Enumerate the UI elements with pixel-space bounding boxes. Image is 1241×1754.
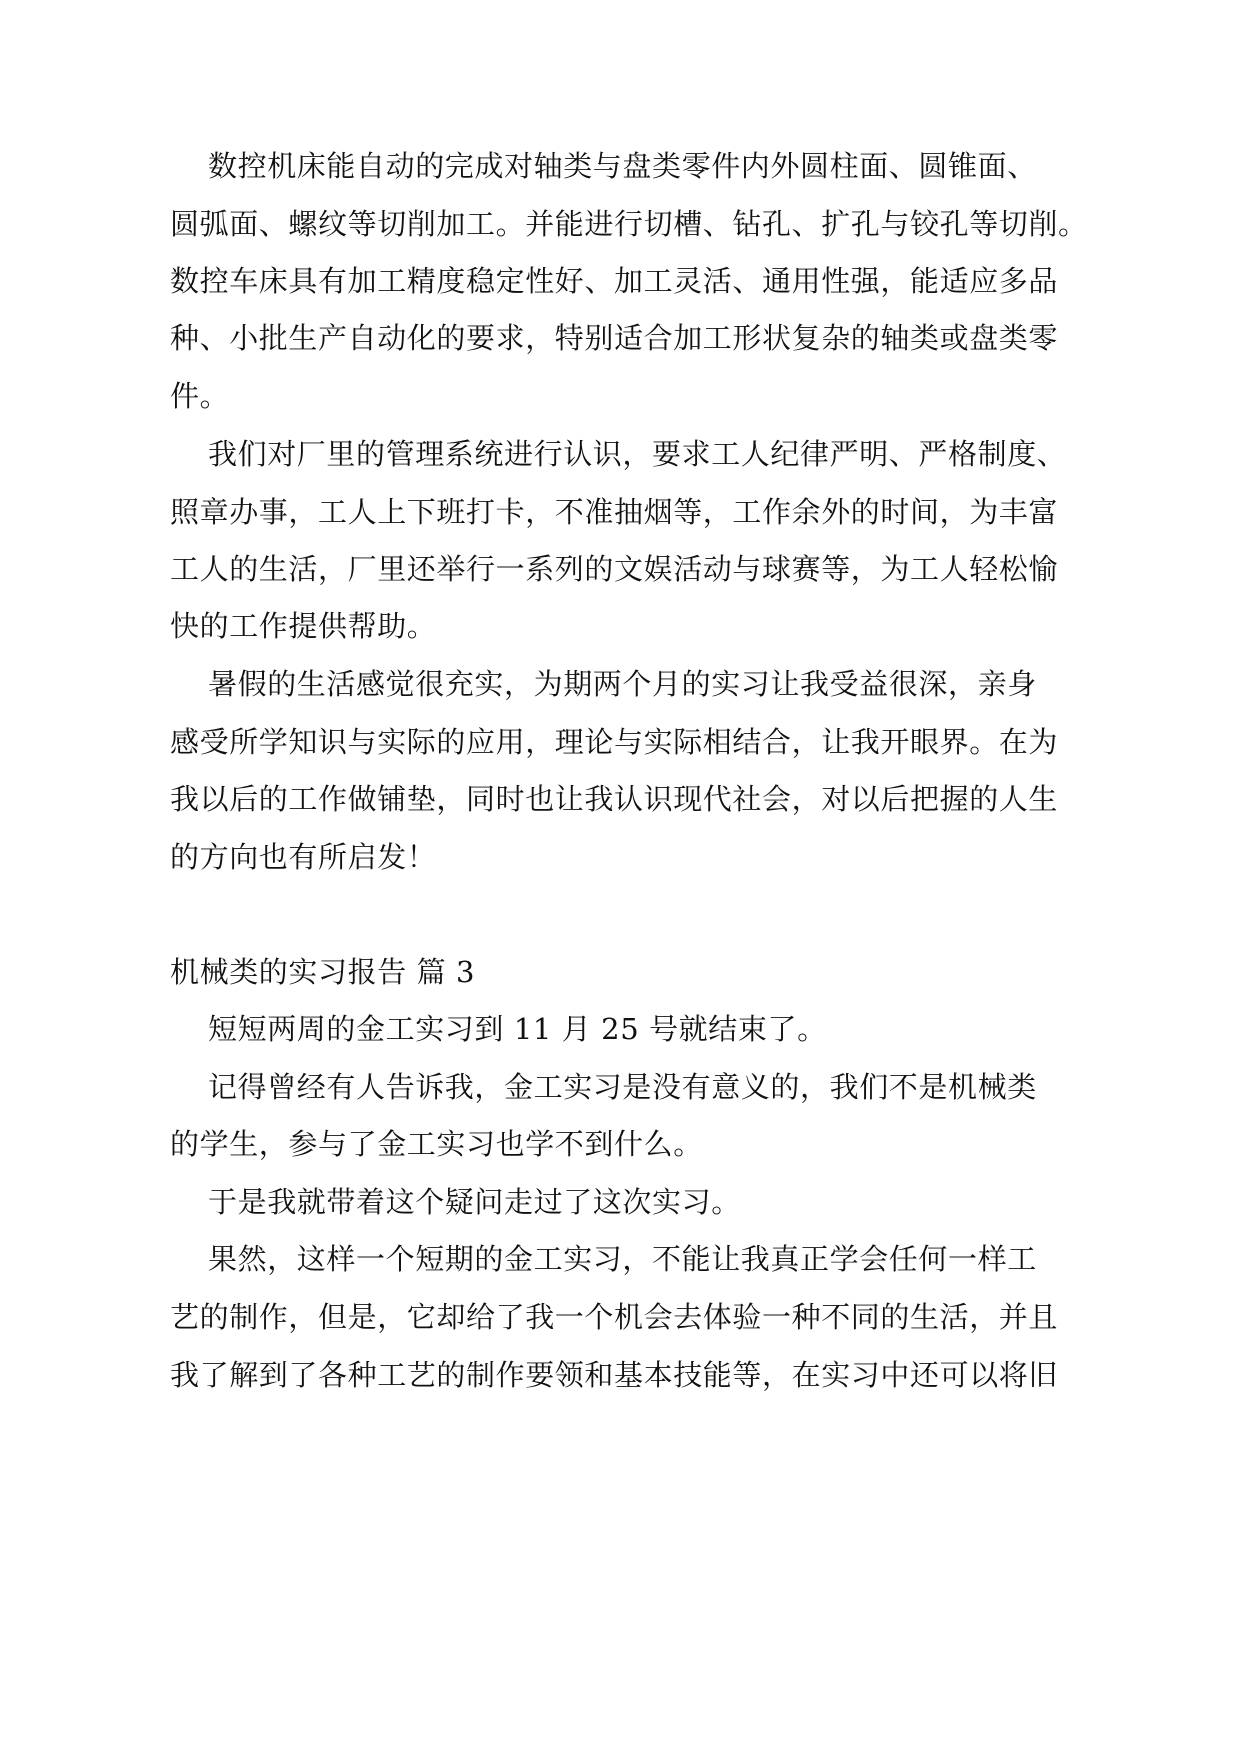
text-line: 的方向也有所启发！ [170,840,437,874]
text-line: 件。 [170,379,230,413]
text-line: 短短两周的金工实习到 11 月 25 号就结束了。 [208,1012,827,1046]
text-line: 感受所学知识与实际的应用，理论与实际相结合，让我开眼界。在为 [170,725,1059,759]
text-line: 数控机床能自动的完成对轴类与盘类零件内外圆柱面、圆锥面、 [208,149,1037,183]
text-line: 我们对厂里的管理系统进行认识，要求工人纪律严明、严格制度、 [208,437,1067,471]
text-line: 于是我就带着这个疑问走过了这次实习。 [208,1185,741,1219]
text-line: 圆弧面、螺纹等切削加工。并能进行切槽、钻孔、扩孔与铰孔等切削。 [170,207,1088,241]
text-line: 的学生，参与了金工实习也学不到什么。 [170,1127,703,1161]
text-line: 快的工作提供帮助。 [170,609,437,643]
text-line: 照章办事，工人上下班打卡，不准抽烟等，工作余外的时间，为丰富 [170,495,1059,529]
text-line: 记得曾经有人告诉我，金工实习是没有意义的，我们不是机械类 [208,1070,1037,1104]
text-line: 种、小批生产自动化的要求，特别适合加工形状复杂的轴类或盘类零 [170,321,1059,355]
text-line: 艺的制作，但是，它却给了我一个机会去体验一种不同的生活，并且 [170,1300,1059,1334]
text-line: 我以后的工作做铺垫，同时也让我认识现代社会，对以后把握的人生 [170,782,1059,816]
text-line: 果然，这样一个短期的金工实习，不能让我真正学会任何一样工 [208,1242,1037,1276]
section-heading: 机械类的实习报告 篇 3 [170,955,476,989]
text-line: 暑假的生活感觉很充实，为期两个月的实习让我受益很深，亲身 [208,667,1037,701]
text-line: 我了解到了各种工艺的制作要领和基本技能等，在实习中还可以将旧 [170,1358,1059,1392]
text-line: 工人的生活，厂里还举行一系列的文娱活动与球赛等，为工人轻松愉 [170,552,1059,586]
text-line: 数控车床具有加工精度稳定性好、加工灵活、通用性强，能适应多品 [170,264,1059,298]
